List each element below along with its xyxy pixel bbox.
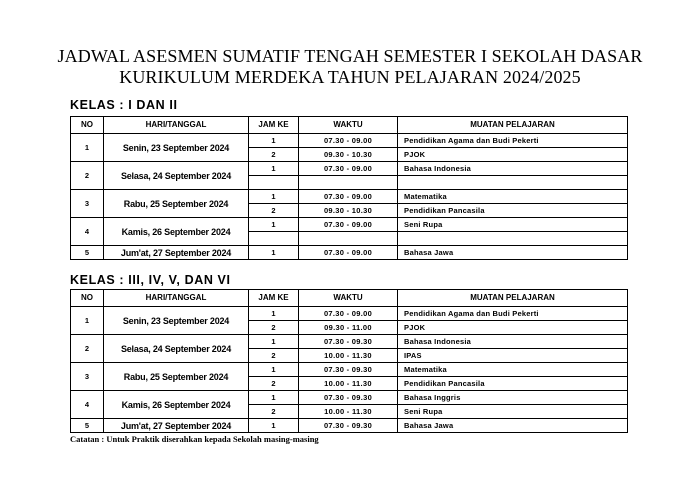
schedule-table-kelas-3-6 bbox=[70, 289, 628, 433]
cell-jam: 1 bbox=[249, 307, 299, 321]
header-no: NO bbox=[71, 290, 104, 307]
header-jam: JAM KE bbox=[249, 117, 299, 134]
header-muatan: MUATAN PELAJARAN bbox=[398, 290, 628, 307]
cell-waktu bbox=[299, 232, 398, 246]
cell-jam: 1 bbox=[249, 391, 299, 405]
page-title-line1: JADWAL ASESMEN SUMATIF TENGAH SEMESTER I SEKOLAH DASAR bbox=[57, 46, 643, 66]
table-row bbox=[71, 391, 628, 405]
cell-muatan: Matematika bbox=[398, 190, 628, 204]
cell-no: 5 bbox=[71, 419, 104, 433]
cell-jam: 2 bbox=[249, 321, 299, 335]
cell-no: 3 bbox=[71, 190, 104, 218]
cell-jam: 1 bbox=[249, 218, 299, 232]
cell-day-date: Senin, 23 September 2024 bbox=[104, 307, 249, 335]
schedule-body-kelas-3-6 bbox=[71, 307, 628, 433]
cell-day-date: Selasa, 24 September 2024 bbox=[104, 162, 249, 190]
cell-muatan: PJOK bbox=[398, 148, 628, 162]
cell-day-date: Rabu, 25 September 2024 bbox=[104, 363, 249, 391]
cell-muatan: PJOK bbox=[398, 321, 628, 335]
cell-muatan bbox=[398, 176, 628, 190]
header-waktu: WAKTU bbox=[299, 290, 398, 307]
cell-no: 1 bbox=[71, 307, 104, 335]
cell-day-date: Jum'at, 27 September 2024 bbox=[104, 246, 249, 260]
cell-muatan: Bahasa Jawa bbox=[398, 419, 628, 433]
cell-waktu: 07.30 - 09.00 bbox=[299, 134, 398, 148]
section-label-kelas-1-2: KELAS : I DAN II bbox=[70, 98, 178, 112]
header-no: NO bbox=[71, 117, 104, 134]
table-row bbox=[71, 134, 628, 148]
cell-jam: 2 bbox=[249, 377, 299, 391]
page-title-line2: KURIKULUM MERDEKA TAHUN PELAJARAN 2024/2025 bbox=[119, 67, 581, 87]
section-label-kelas-3-6: KELAS : III, IV, V, DAN VI bbox=[70, 273, 231, 287]
cell-waktu: 07.30 - 09.30 bbox=[299, 335, 398, 349]
cell-waktu: 10.00 - 11.30 bbox=[299, 377, 398, 391]
cell-day-date: Selasa, 24 September 2024 bbox=[104, 335, 249, 363]
cell-no: 1 bbox=[71, 134, 104, 162]
table-row bbox=[71, 246, 628, 260]
table-header-row bbox=[71, 290, 628, 307]
table-row bbox=[71, 363, 628, 377]
table-header-row bbox=[71, 117, 628, 134]
cell-waktu: 07.30 - 09.00 bbox=[299, 246, 398, 260]
cell-jam: 1 bbox=[249, 335, 299, 349]
cell-muatan bbox=[398, 232, 628, 246]
cell-no: 3 bbox=[71, 363, 104, 391]
cell-jam bbox=[249, 176, 299, 190]
cell-waktu bbox=[299, 176, 398, 190]
table-row bbox=[71, 162, 628, 176]
cell-jam: 1 bbox=[249, 190, 299, 204]
table-row bbox=[71, 419, 628, 433]
cell-muatan: Pendidikan Agama dan Budi Pekerti bbox=[398, 307, 628, 321]
cell-jam: 2 bbox=[249, 405, 299, 419]
cell-waktu: 10.00 - 11.30 bbox=[299, 405, 398, 419]
header-day: HARI/TANGGAL bbox=[104, 290, 249, 307]
table-row bbox=[71, 218, 628, 232]
cell-waktu: 07.30 - 09.00 bbox=[299, 162, 398, 176]
cell-jam: 2 bbox=[249, 349, 299, 363]
cell-day-date: Kamis, 26 September 2024 bbox=[104, 218, 249, 246]
footnote: Catatan : Untuk Praktik diserahkan kepada Sekolah masing-masing bbox=[70, 434, 319, 444]
cell-jam: 1 bbox=[249, 134, 299, 148]
cell-muatan: Seni Rupa bbox=[398, 405, 628, 419]
cell-jam: 2 bbox=[249, 148, 299, 162]
cell-muatan: Bahasa Jawa bbox=[398, 246, 628, 260]
cell-jam: 1 bbox=[249, 162, 299, 176]
cell-waktu: 10.00 - 11.30 bbox=[299, 349, 398, 363]
cell-waktu: 07.30 - 09.30 bbox=[299, 419, 398, 433]
cell-waktu: 07.30 - 09.30 bbox=[299, 391, 398, 405]
cell-day-date: Jum'at, 27 September 2024 bbox=[104, 419, 249, 433]
cell-waktu: 07.30 - 09.00 bbox=[299, 307, 398, 321]
cell-no: 4 bbox=[71, 218, 104, 246]
cell-jam: 2 bbox=[249, 204, 299, 218]
header-day: HARI/TANGGAL bbox=[104, 117, 249, 134]
cell-jam: 1 bbox=[249, 363, 299, 377]
cell-muatan: Pendidikan Agama dan Budi Pekerti bbox=[398, 134, 628, 148]
cell-jam bbox=[249, 232, 299, 246]
header-waktu: WAKTU bbox=[299, 117, 398, 134]
cell-muatan: Bahasa Inggris bbox=[398, 391, 628, 405]
cell-muatan: Seni Rupa bbox=[398, 218, 628, 232]
table-row bbox=[71, 190, 628, 204]
schedule-table-kelas-1-2 bbox=[70, 116, 628, 260]
cell-no: 5 bbox=[71, 246, 104, 260]
cell-waktu: 09.30 - 10.30 bbox=[299, 148, 398, 162]
table-row bbox=[71, 335, 628, 349]
cell-jam: 1 bbox=[249, 246, 299, 260]
cell-muatan: Matematika bbox=[398, 363, 628, 377]
header-jam: JAM KE bbox=[249, 290, 299, 307]
cell-day-date: Kamis, 26 September 2024 bbox=[104, 391, 249, 419]
cell-waktu: 09.30 - 11.00 bbox=[299, 321, 398, 335]
cell-day-date: Rabu, 25 September 2024 bbox=[104, 190, 249, 218]
cell-muatan: Bahasa Indonesia bbox=[398, 335, 628, 349]
cell-no: 2 bbox=[71, 162, 104, 190]
cell-waktu: 07.30 - 09.00 bbox=[299, 190, 398, 204]
cell-waktu: 07.30 - 09.00 bbox=[299, 218, 398, 232]
cell-waktu: 09.30 - 10.30 bbox=[299, 204, 398, 218]
cell-muatan: Bahasa Indonesia bbox=[398, 162, 628, 176]
table-row bbox=[71, 307, 628, 321]
cell-no: 4 bbox=[71, 391, 104, 419]
cell-muatan: IPAS bbox=[398, 349, 628, 363]
cell-muatan: Pendidikan Pancasila bbox=[398, 377, 628, 391]
cell-day-date: Senin, 23 September 2024 bbox=[104, 134, 249, 162]
header-muatan: MUATAN PELAJARAN bbox=[398, 117, 628, 134]
cell-no: 2 bbox=[71, 335, 104, 363]
cell-waktu: 07.30 - 09.30 bbox=[299, 363, 398, 377]
cell-muatan: Pendidikan Pancasila bbox=[398, 204, 628, 218]
schedule-body-kelas-1-2 bbox=[71, 134, 628, 260]
cell-jam: 1 bbox=[249, 419, 299, 433]
